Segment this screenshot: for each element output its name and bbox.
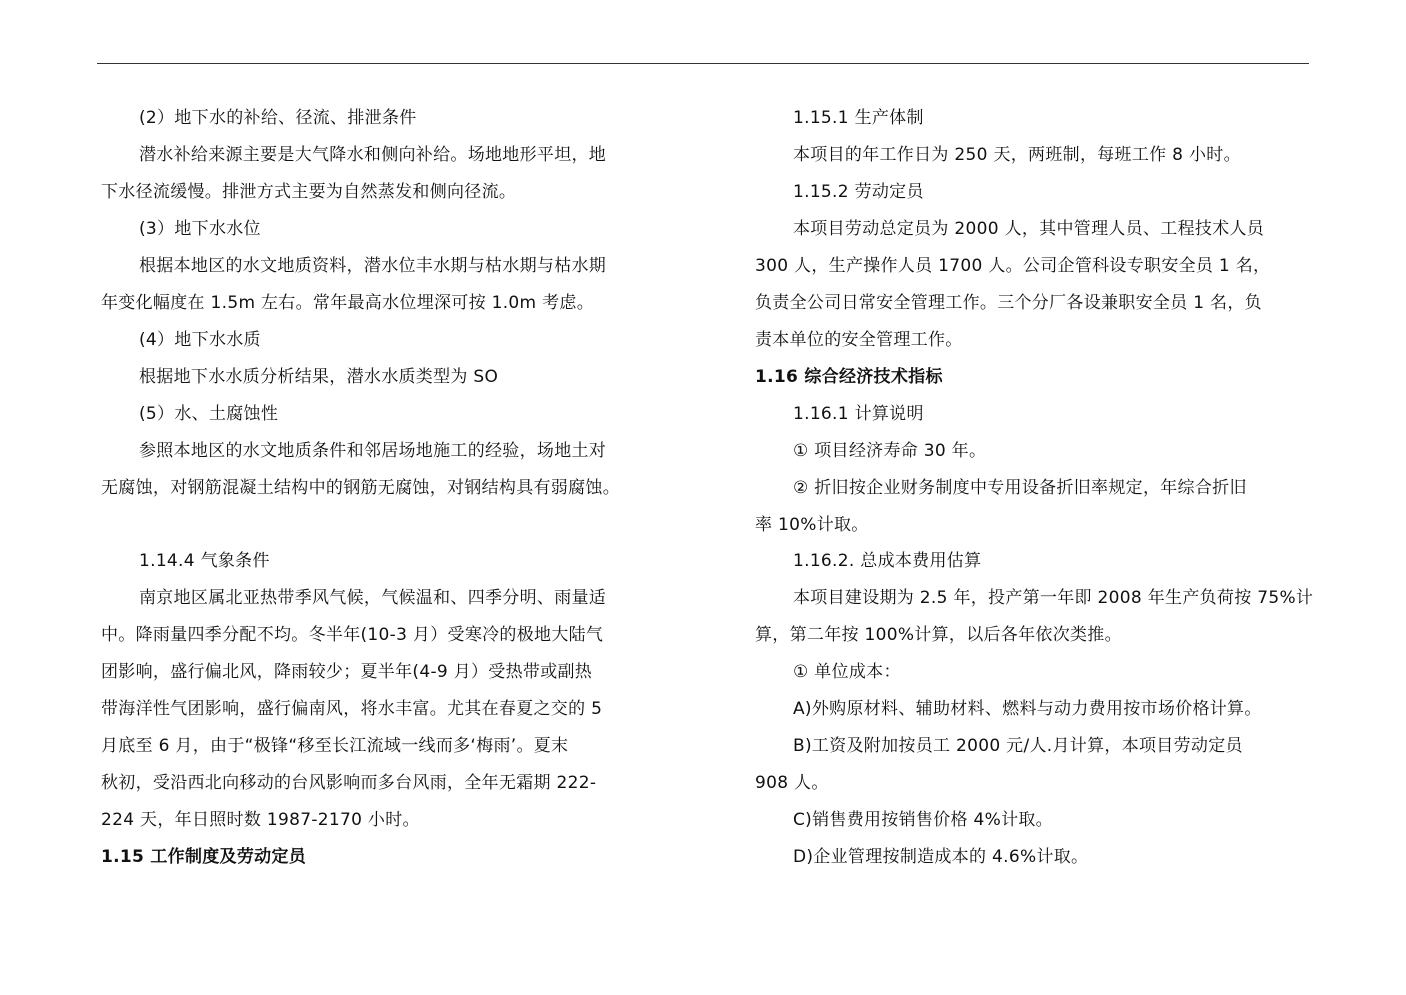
paragraph-line: 月底至 6 月，由于“极锋“移至长江流域一线而多‘梅雨’。夏末 bbox=[101, 736, 569, 756]
paragraph-line: 年变化幅度在 1.5m 左右。常年最高水位埋深可按 1.0m 考虑。 bbox=[101, 293, 595, 313]
subheading-staffing: 1.15.2 劳动定员 bbox=[793, 182, 924, 202]
paragraph-line: 算，第二年按 100%计算，以后各年依次类推。 bbox=[755, 625, 1122, 645]
subheading-groundwater-quality: (4）地下水水质 bbox=[139, 330, 261, 350]
paragraph-line: 下水径流缓慢。排泄方式主要为自然蒸发和侧向径流。 bbox=[101, 182, 517, 202]
subheading-total-cost: 1.16.2. 总成本费用估算 bbox=[793, 551, 982, 571]
paragraph-line: 率 10%计取。 bbox=[755, 515, 869, 535]
list-item: A)外购原材料、辅助材料、燃料与动力费用按市场价格计算。 bbox=[793, 699, 1262, 719]
paragraph-line: 中。降雨量四季分配不均。冬半年(10-3 月）受寒冷的极地大陆气 bbox=[101, 625, 604, 645]
list-item: ② 折旧按企业财务制度中专用设备折旧率规定，年综合折旧 bbox=[793, 478, 1247, 498]
subheading-groundwater-recharge: (2）地下水的补给、径流、排泄条件 bbox=[139, 108, 417, 128]
subheading-production-system: 1.15.1 生产体制 bbox=[793, 108, 924, 128]
list-item: B)工资及附加按员工 2000 元/人.月计算，本项目劳动定员 bbox=[793, 736, 1243, 756]
paragraph-line: 无腐蚀，对钢筋混凝土结构中的钢筋无腐蚀，对钢结构具有弱腐蚀。 bbox=[101, 478, 620, 498]
paragraph-line: 带海洋性气团影响，盛行偏南风，将水丰富。尤其在春夏之交的 5 bbox=[101, 699, 603, 719]
list-item: C)销售费用按销售价格 4%计取。 bbox=[793, 810, 1053, 830]
list-item: ① 项目经济寿命 30 年。 bbox=[793, 441, 987, 461]
list-item: ① 单位成本： bbox=[793, 662, 901, 682]
paragraph-line: 根据地下水水质分析结果，潜水水质类型为 SO bbox=[139, 367, 499, 387]
section-heading-economic-indicators: 1.16 综合经济技术指标 bbox=[755, 367, 943, 387]
list-item: D)企业管理按制造成本的 4.6%计取。 bbox=[793, 847, 1089, 867]
paragraph-line: 责本单位的安全管理工作。 bbox=[755, 330, 963, 350]
paragraph-line: 潜水补给来源主要是大气降水和侧向补给。场地地形平坦，地 bbox=[139, 145, 607, 165]
paragraph-line: 南京地区属北亚热带季风气候，气候温和、四季分明、雨量适 bbox=[139, 588, 607, 608]
paragraph-line: 300 人，生产操作人员 1700 人。公司企管科设专职安全员 1 名， bbox=[755, 256, 1271, 276]
header-rule bbox=[97, 63, 1309, 64]
subheading-calculation-notes: 1.16.1 计算说明 bbox=[793, 404, 924, 424]
paragraph-line: 参照本地区的水文地质条件和邻居场地施工的经验，场地土对 bbox=[139, 441, 607, 461]
paragraph-line: 负责全公司日常安全管理工作。三个分厂各设兼职安全员 1 名，负 bbox=[755, 293, 1262, 313]
subheading-climate: 1.14.4 气象条件 bbox=[139, 551, 270, 571]
paragraph-line: 本项目的年工作日为 250 天，两班制，每班工作 8 小时。 bbox=[793, 145, 1241, 165]
paragraph-line: 908 人。 bbox=[755, 773, 829, 793]
paragraph-line: 本项目建设期为 2.5 年，投产第一年即 2008 年生产负荷按 75%计 bbox=[793, 588, 1314, 608]
paragraph-line: 秋初，受沿西北向移动的台风影响而多台风雨，全年无霜期 222- bbox=[101, 773, 597, 793]
section-heading-work-system: 1.15 工作制度及劳动定员 bbox=[101, 847, 307, 867]
subheading-groundwater-level: (3）地下水水位 bbox=[139, 219, 261, 239]
paragraph-line: 224 天，年日照时数 1987-2170 小时。 bbox=[101, 810, 420, 830]
paragraph-line: 根据本地区的水文地质资料，潜水位丰水期与枯水期与枯水期 bbox=[139, 256, 607, 276]
subheading-corrosivity: (5）水、土腐蚀性 bbox=[139, 404, 279, 424]
paragraph-line: 本项目劳动总定员为 2000 人，其中管理人员、工程技术人员 bbox=[793, 219, 1265, 239]
paragraph-line: 团影响，盛行偏北风，降雨较少；夏半年(4-9 月）受热带或副热 bbox=[101, 662, 593, 682]
